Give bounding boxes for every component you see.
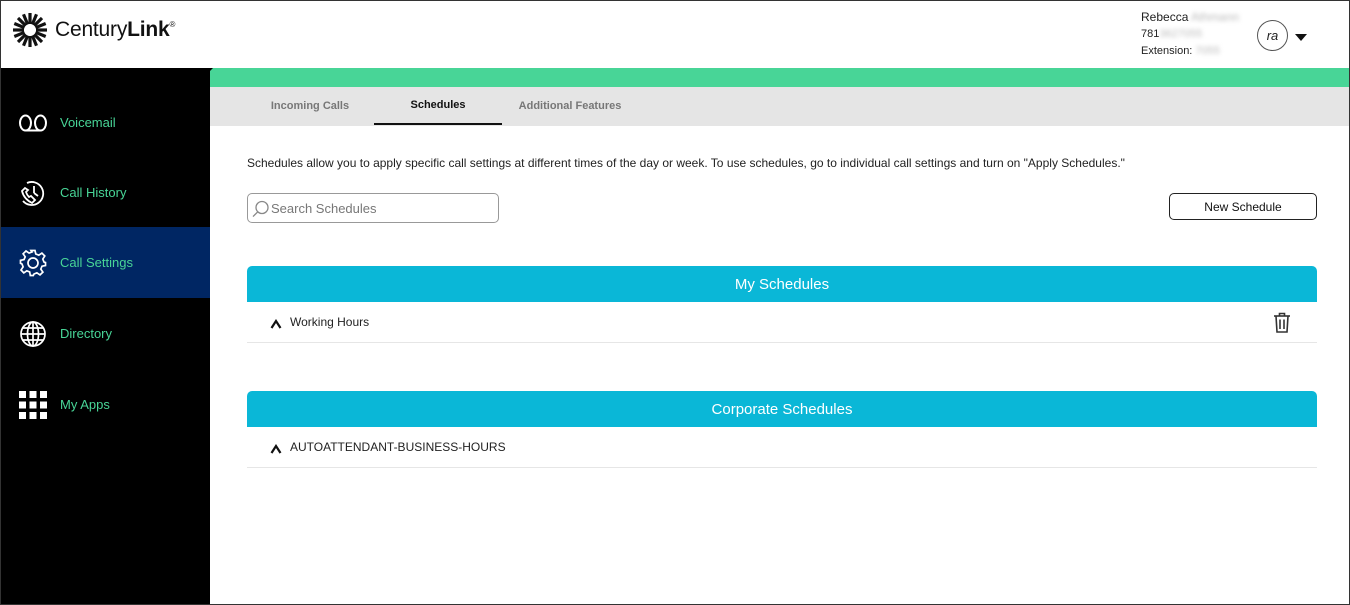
tab-bar — [210, 87, 1349, 126]
extension-label: Extension: — [1141, 45, 1193, 57]
sidebar-item-my-apps[interactable] — [1, 369, 210, 440]
new-schedule-button[interactable]: New Schedule — [1169, 193, 1317, 220]
logo-registered-mark: ® — [169, 20, 176, 29]
corporate-schedules-header: Corporate Schedules — [247, 391, 1317, 427]
logo-word-regular: Century — [55, 18, 128, 41]
user-name — [1141, 9, 1239, 26]
extension-value: 7055 — [1195, 45, 1220, 57]
user-extension — [1141, 43, 1239, 60]
avatar[interactable]: ra — [1257, 20, 1288, 51]
chevron-up-icon[interactable] — [270, 441, 282, 459]
sidebar-item-label: Call Settings — [60, 255, 133, 270]
tab-schedules[interactable]: Schedules — [374, 87, 502, 125]
sidebar-item-label: Call History — [60, 185, 127, 200]
schedules-description: Schedules allow you to apply specific call settings at different times of the day or week. To use schedules, go to individual call settings and turn on "Apply Schedules." — [247, 156, 1125, 170]
call-history-icon — [18, 178, 48, 208]
sidebar-item-voicemail[interactable] — [1, 87, 210, 158]
sidebar-item-call-settings[interactable] — [1, 227, 210, 298]
sidebar-item-label: Directory — [60, 326, 113, 341]
user-phone — [1141, 26, 1239, 43]
chevron-up-icon[interactable] — [270, 316, 282, 334]
user-first-name: Rebecca — [1141, 10, 1189, 24]
search-icon — [252, 200, 270, 223]
trash-icon[interactable] — [1273, 312, 1291, 338]
tab-incoming-calls[interactable]: Incoming Calls — [270, 100, 350, 112]
voicemail-icon — [18, 108, 48, 138]
centurylink-logo[interactable] — [12, 12, 175, 48]
sidebar-item-label: Voicemail — [60, 115, 116, 130]
schedule-row — [247, 427, 1317, 468]
phone-prefix: 781 — [1141, 28, 1160, 40]
search-box — [247, 193, 499, 223]
user-last-name: Athmann — [1191, 10, 1240, 24]
gear-icon — [18, 248, 48, 278]
search-input[interactable] — [271, 197, 491, 219]
tab-additional-features[interactable]: Additional Features — [518, 100, 622, 112]
user-info — [1141, 9, 1239, 60]
account-menu-caret-icon[interactable] — [1295, 34, 1307, 41]
grid-icon — [18, 390, 48, 420]
schedule-name[interactable]: Working Hours — [290, 315, 370, 329]
logo-burst-icon — [12, 12, 48, 48]
top-header — [1, 1, 1349, 68]
logo-wordmark — [55, 18, 175, 42]
sidebar-item-call-history[interactable] — [1, 157, 210, 228]
schedule-row — [247, 302, 1317, 343]
accent-bar — [194, 68, 1349, 87]
my-schedules-header: My Schedules — [247, 266, 1317, 302]
globe-icon — [18, 319, 48, 349]
phone-rest: 3627055 — [1159, 28, 1203, 40]
sidebar-item-label: My Apps — [60, 397, 110, 412]
sidebar-item-directory[interactable] — [1, 298, 210, 369]
schedule-name[interactable]: AUTOATTENDANT-BUSINESS-HOURS — [290, 440, 506, 454]
logo-word-bold: Link — [127, 18, 170, 41]
sidebar — [1, 68, 210, 605]
